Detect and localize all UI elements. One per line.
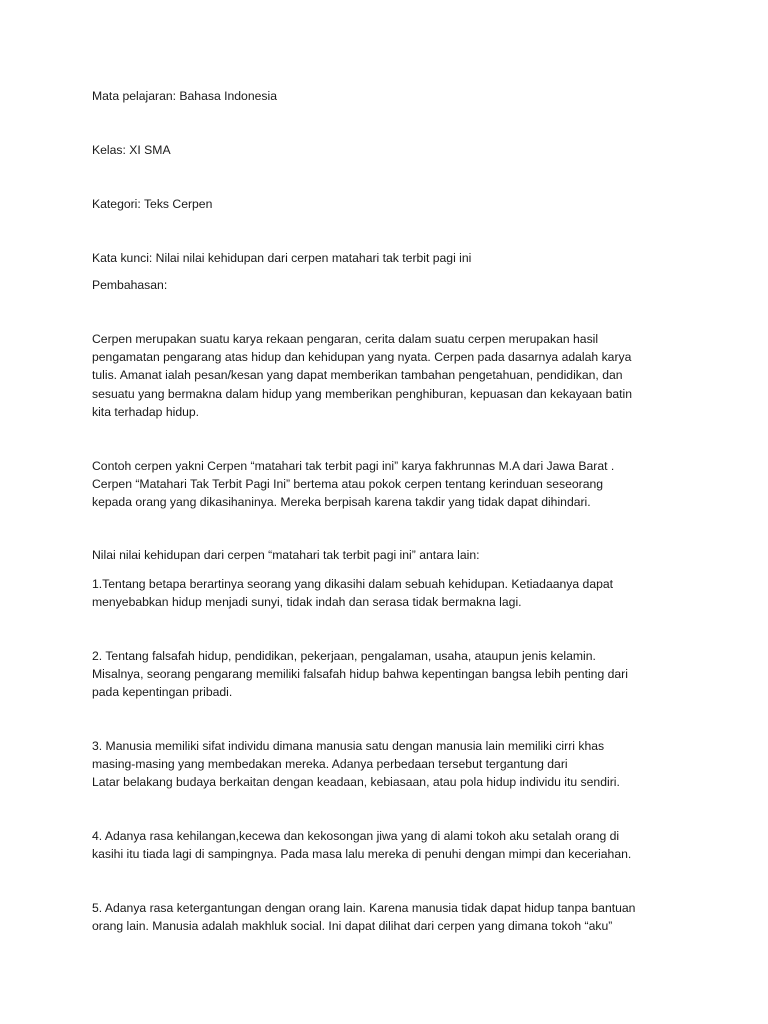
list-item-line: 4. Adanya rasa kehilangan,kecewa dan kekosongan jiwa yang di alami tokoh aku setalah orang di	[92, 829, 620, 843]
list-item-3	[92, 737, 682, 792]
paragraph-line: Contoh cerpen yakni Cerpen “matahari tak terbit pagi ini” karya fakhrunnas M.A dari Jawa Barat .	[92, 459, 615, 473]
list-item-line: 1.Tentang betapa berartinya seorang yang dikasihi dalam sebuah kehidupan. Ketiadaanya dapat	[92, 577, 614, 591]
list-item-line: orang lain. Manusia adalah makhluk social. Ini dapat dilihat dari cerpen yang dimana tokoh “aku”	[92, 919, 613, 934]
subject-line: Mata pelajaran: Bahasa Indonesia	[92, 89, 277, 103]
list-item-2	[92, 647, 682, 702]
paragraph-line: kepada orang yang dikasihaninya. Mereka berpisah karena takdir yang tidak dapat dihindari.	[92, 495, 591, 510]
paragraph-line: pengamatan pengarang atas hidup dan kehidupan yang nyata. Cerpen pada dasarnya adalah karya	[92, 350, 632, 365]
list-item-line: Misalnya, seorang pengarang memiliki falsafah hidup bahwa kepentingan bangsa lebih penting dari	[92, 667, 628, 682]
paragraph-line: sesuatu yang bermakna dalam hidup yang memberikan penghiburan, kepuasan dan kekayaan batin	[92, 386, 632, 401]
list-item-line: Latar belakang budaya berkaitan dengan keadaan, kebiasaan, atau pola hidup individu itu sendiri.	[92, 775, 620, 790]
discussion-heading: Pembahasan:	[92, 278, 168, 292]
paragraph-example	[92, 457, 682, 512]
list-intro: Nilai nilai kehidupan dari cerpen “matahari tak terbit pagi ini” antara lain:	[92, 548, 480, 562]
class-line: Kelas: XI SMA	[92, 143, 171, 157]
list-item-line: 2. Tentang falsafah hidup, pendidikan, pekerjaan, pengalaman, usaha, ataupun jenis kelamin.	[92, 649, 596, 663]
list-item-4	[92, 827, 682, 863]
list-item-1	[92, 575, 682, 611]
list-item-line: 5. Adanya rasa ketergantungan dengan orang lain. Karena manusia tidak dapat hidup tanpa bantuan	[92, 901, 636, 915]
category-line: Kategori: Teks Cerpen	[92, 197, 213, 211]
paragraph-line: Cerpen “Matahari Tak Terbit Pagi Ini” bertema atau pokok cerpen tentang kerinduan seseorang	[92, 477, 604, 492]
list-item-5	[92, 899, 682, 935]
paragraph-line: Cerpen merupakan suatu karya rekaan pengaran, cerita dalam suatu cerpen merupakan hasil	[92, 332, 599, 346]
paragraph-line: tulis. Amanat ialah pesan/kesan yang dapat memberikan tambahan pengetahuan, pendidikan, dan	[92, 368, 623, 383]
keywords-line: Kata kunci: Nilai nilai kehidupan dari cerpen matahari tak terbit pagi ini	[92, 251, 472, 265]
list-item-line: 3. Manusia memiliki sifat individu dimana manusia satu dengan manusia lain memiliki cirri khas	[92, 739, 605, 753]
paragraph-definition	[92, 330, 682, 421]
list-item-line: masing-masing yang membedakan mereka. Adanya perbedaan tersebut tergantung dari	[92, 757, 568, 772]
list-item-line: kasihi itu tiada lagi di sampingnya. Pada masa lalu mereka di penuhi dengan mimpi dan keceriahan.	[92, 847, 632, 862]
list-item-line: pada kepentingan pribadi.	[92, 685, 233, 700]
paragraph-line: kita terhadap hidup.	[92, 404, 200, 419]
list-item-line: menyebabkan hidup menjadi sunyi, tidak indah dan serasa tidak bermakna lagi.	[92, 595, 522, 610]
